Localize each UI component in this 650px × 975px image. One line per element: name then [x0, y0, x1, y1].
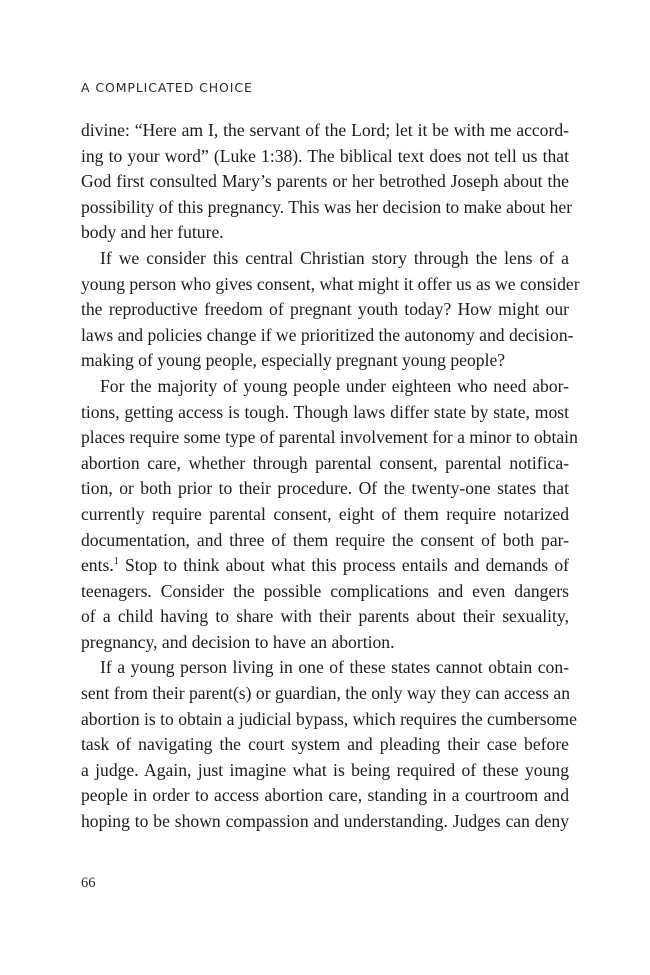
text-line: of a child having to share with their parents about their sexuality, — [81, 606, 569, 627]
page-number: 66 — [81, 875, 96, 891]
text-line: ing to your word” (Luke 1:38). The biblical text does not tell us that — [81, 145, 569, 166]
text-line: young person who gives consent, what might it offer us as we consider — [81, 273, 580, 294]
text-line: If a young person living in one of these states cannot obtain con- — [100, 657, 569, 678]
text-line: a judge. Again, just imagine what is being required of these young — [81, 759, 569, 780]
text-line: tions, getting access is tough. Though laws differ state by state, most — [81, 401, 569, 422]
paragraph-2 — [81, 246, 580, 374]
body-text — [81, 118, 580, 835]
paragraph-4 — [81, 655, 577, 834]
text-line: If we consider this central Christian story through the lens of a — [100, 247, 569, 268]
text-line: task of navigating the court system and pleading their case before — [81, 734, 569, 755]
text-line: abortion is to obtain a judicial bypass, which requires the cumbersome — [81, 708, 577, 729]
paragraph-1 — [81, 118, 573, 246]
text-line: God first consulted Mary’s parents or her betrothed Joseph about the — [81, 171, 569, 192]
text-line: laws and policies change if we prioritized the autonomy and decision- — [81, 324, 574, 345]
footnote-marker[interactable]: 1 — [113, 556, 119, 568]
text-line-with-footnote — [81, 553, 569, 579]
text-line: body and her future. — [81, 222, 224, 243]
text-line: places require some type of parental involvement for a minor to obtain — [81, 427, 578, 448]
text-line: the reproductive freedom of pregnant youth today? How might our — [81, 299, 569, 320]
text-line: people in order to access abortion care, standing in a courtroom and — [81, 785, 569, 806]
text-line: tion, or both prior to their procedure. Of the twenty-one states that — [81, 478, 569, 499]
text-line: abortion care, whether through parental consent, parental notifica- — [81, 452, 569, 473]
text-line: For the majority of young people under eighteen who need abor- — [100, 375, 569, 396]
text-line: sent from their parent(s) or guardian, the only way they can access an — [81, 683, 571, 704]
text-line: divine: “Here am I, the servant of the Lord; let it be with me accord- — [81, 120, 569, 140]
text-span: ents. — [81, 555, 114, 576]
paragraph-3 — [81, 374, 578, 656]
text-line: currently require parental consent, eight of them require notarized — [81, 503, 569, 524]
text-line: making of young people, especially pregnant young people? — [81, 350, 506, 371]
text-line: hoping to be shown compassion and understanding. Judges can deny — [81, 811, 569, 832]
text-line: pregnancy, and decision to have an abortion. — [81, 631, 395, 652]
text-span: Stop to think about what this process entails and demands of — [118, 555, 569, 576]
text-line: documentation, and three of them require the consent of both par- — [81, 529, 569, 550]
running-head: A COMPLICATED CHOICE — [81, 80, 253, 95]
text-line: possibility of this pregnancy. This was her decision to make about her — [81, 196, 573, 217]
text-line: teenagers. Consider the possible complications and even dangers — [81, 580, 569, 601]
